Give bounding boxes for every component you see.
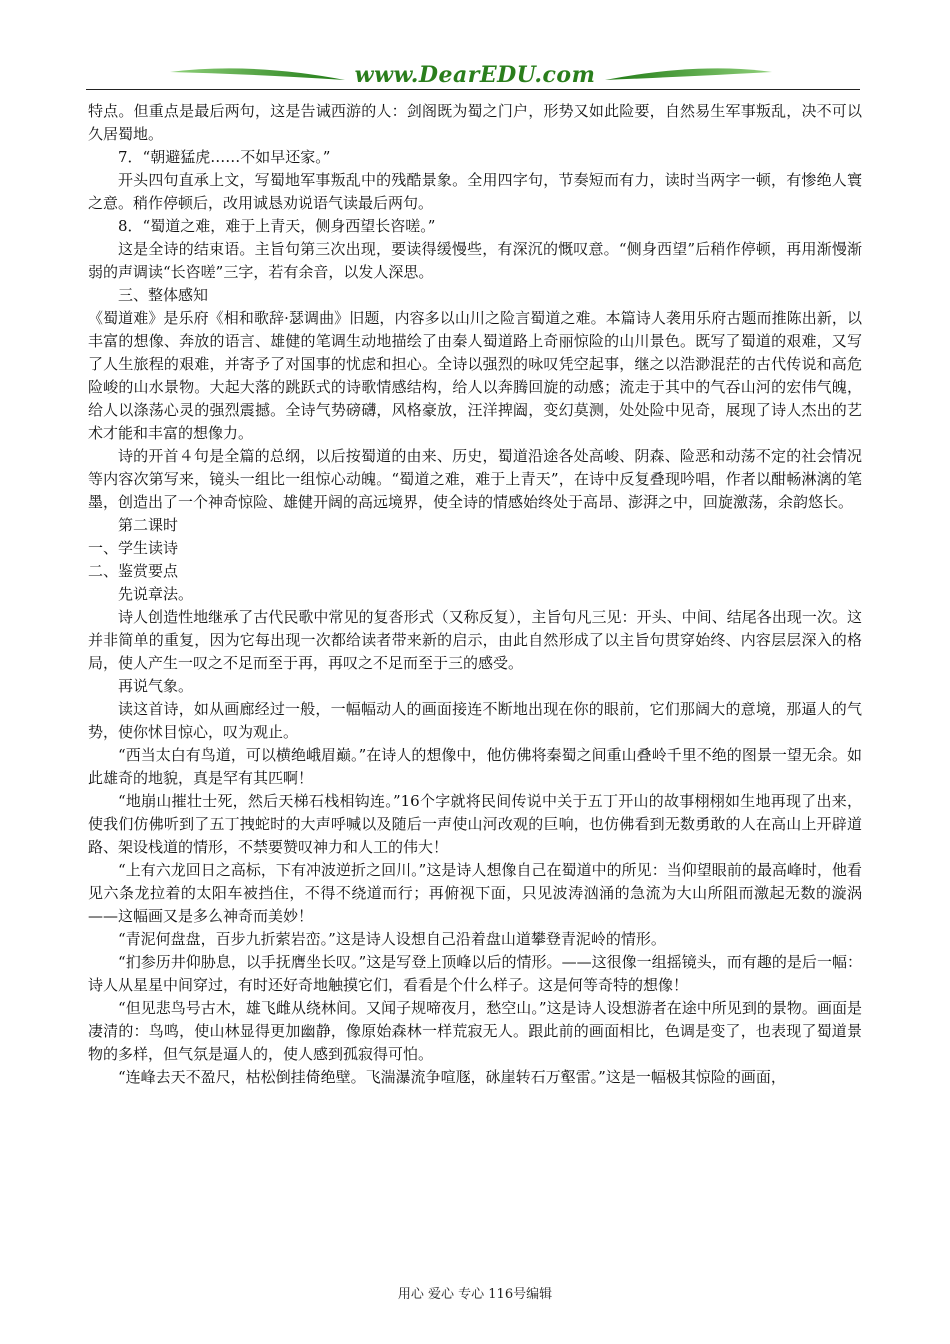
paragraph: 诗人创造性地继承了古代民歌中常见的复沓形式（又称反复），主旨句凡三见：开头、中间、结尾各出现一次。这并非简单的重复，因为它每出现一次都给读者带来新的启示，由此自然形成了以主旨句贯穿始终、内容层层深入的格局，使人产生一叹之不足而至于再，再叹之不足而至于三的感受。	[88, 608, 862, 672]
paragraph: “扪参历井仰胁息，以手抚膺坐长叹。”这是写登上顶峰以后的情形。——这很像一组摇镜头，而有趣的是后一幅：诗人从星星中间穿过，有时还好奇地触摸它们，看看是个什么样子。这是何等奇特的想像！	[88, 953, 862, 994]
section-heading: 二、鉴赏要点	[88, 562, 179, 580]
paragraph: 先说章法。	[118, 585, 194, 603]
paragraph: 诗的开首４句是全篇的总纲，以后按蜀道的由来、历史，蜀道沿途各处高峻、阴森、险恶和动荡不定的社会情况等内容次第写来，镜头一组比一组惊心动魄。“蜀道之难，难于上青天”，在诗中反复叠现吟唱，作者以酣畅淋漓的笔墨，创造出了一个神奇惊险、雄健开阔的高远境界，使全诗的情感始终处于高昂、澎湃之中，回旋激荡，余韵悠长。	[88, 447, 862, 511]
paragraph: 特点。但重点是最后两句，这是告诫西游的人：剑阁既为蜀之门户，形势又如此险要，自然易生军事叛乱，决不可以久居蜀地。	[88, 102, 862, 143]
page-header	[0, 0, 950, 100]
paragraph: 8．“蜀道之难，难于上青天，侧身西望长咨嗟。”	[118, 217, 436, 235]
document-body	[88, 100, 862, 1089]
paragraph: “地崩山摧壮士死，然后天梯石栈相钩连。”16个字就将民间传说中关于五丁开山的故事栩栩如生地再现了出来，使我们仿佛听到了五丁拽蛇时的大声呼喊以及随后一声使山河改观的巨响，也仿佛看到无数勇敢的人在高山上开辟道路、架设栈道的情形，不禁要赞叹神力和人工的伟大！	[88, 792, 862, 856]
page-footer: 用心 爱心 专心 116号编辑	[397, 1287, 553, 1302]
site-logo-text: www.DearEDU.com	[354, 62, 596, 88]
paragraph: “上有六龙回日之高标，下有冲波逆折之回川。”这是诗人想像自己在蜀道中的所见：当仰望眼前的最高峰时，他看见六条龙拉着的太阳车被挡住，不得不绕道而行；再俯视下面，只见波涛汹涌的急流为大山所阻而激起无数的漩涡——这幅画又是多么神奇而美妙！	[88, 861, 862, 925]
paragraph: “连峰去天不盈尺，枯松倒挂倚绝壁。飞湍瀑流争喧豗，砯崖转石万壑雷。”这是一幅极其惊险的画面，	[118, 1068, 786, 1086]
paragraph: 再说气象。	[118, 677, 194, 695]
section-heading: 一、学生读诗	[88, 539, 179, 557]
paragraph: “西当太白有鸟道，可以横绝峨眉巅。”在诗人的想像中，他仿佛将秦蜀之间重山叠岭千里不绝的图景一望无余。如此雄奇的地貌，真是罕有其匹啊！	[88, 746, 862, 787]
header-rule	[86, 89, 860, 90]
paragraph: 这是全诗的结束语。主旨句第三次出现，要读得缓慢些，有深沉的慨叹意。“侧身西望”后稍作停顿，再用渐慢渐弱的声调读“长咨嗟”三字，若有余音，以发人深思。	[88, 240, 862, 281]
paragraph: 读这首诗，如从画廊经过一般，一幅幅动人的画面接连不断地出现在你的眼前，它们那阔大的意境，那逼人的气势，使你怵目惊心，叹为观止。	[88, 700, 862, 741]
section-heading: 三、整体感知	[118, 286, 209, 304]
paragraph: 开头四句直承上文，写蜀地军事叛乱中的残酷景象。全用四字句，节奏短而有力，读时当两字一顿，有惨绝人寰之意。稍作停顿后，改用诚恳劝说语气读最后两句。	[88, 171, 862, 212]
paragraph: “青泥何盘盘，百步九折萦岩峦。”这是诗人设想自己沿着盘山道攀登青泥岭的情形。	[118, 930, 666, 948]
section-heading: 第二课时	[118, 516, 179, 534]
paragraph: 《蜀道难》是乐府《相和歌辞·瑟调曲》旧题，内容多以山川之险言蜀道之难。本篇诗人袭用乐府古题而推陈出新，以丰富的想像、奔放的语言、雄健的笔调生动地描绘了由秦人蜀道路上奇丽惊险的山川景色。既写了蜀道的艰难，又写了人生旅程的艰难，并寄予了对国事的忧虑和担心。全诗以强烈的咏叹凭空起事，继之以浩渺混茫的古代传说和高危险峻的山水景物。大起大落的跳跃式的诗歌情感结构，给人以奔腾回旋的动感；流走于其中的气吞山河的宏伟气魄，给人以涤荡心灵的强烈震撼。全诗气势磅礴，风格豪放，汪洋捭阖，变幻莫测，处处险中见奇，展现了诗人杰出的艺术才能和丰富的想像力。	[88, 309, 862, 442]
paragraph: 7．“朝避猛虎……不如早还家。”	[118, 148, 331, 166]
paragraph: “但见悲鸟号古木，雄飞雌从绕林间。又闻子规啼夜月，愁空山。”这是诗人设想游者在途中所见到的景物。画面是凄清的：鸟鸣，使山林显得更加幽静，像原始森林一样荒寂无人。跟此前的画面相比，色调是变了，也表现了蜀道景物的多样，但气氛是逼人的，使人感到孤寂得可怕。	[88, 999, 862, 1063]
